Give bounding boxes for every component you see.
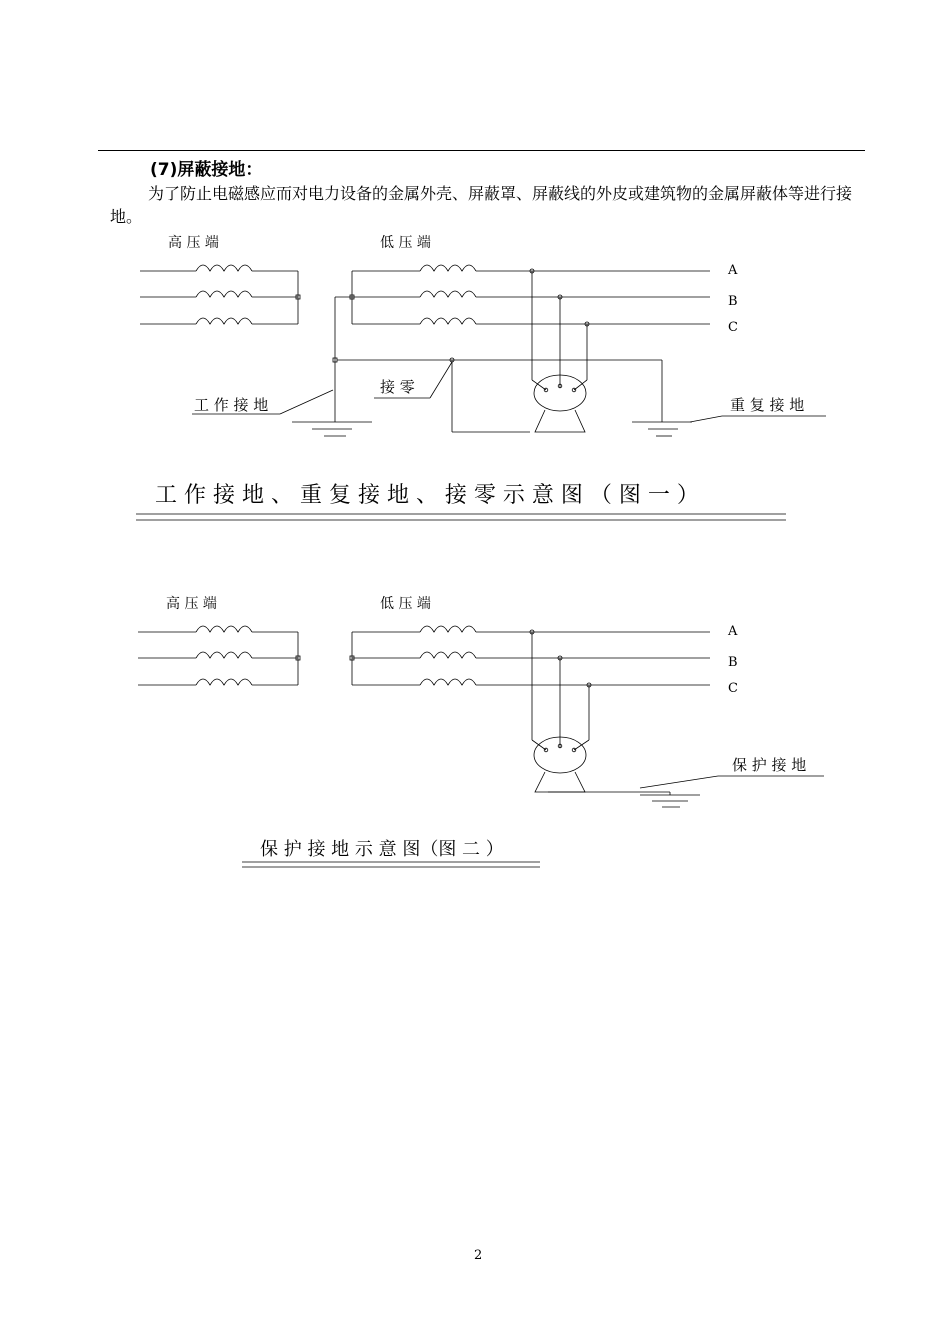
fig2-caption: 保 护 接 地 示 意 图（图 二 ） <box>260 839 504 860</box>
fig2-phase-c: C <box>728 681 738 696</box>
fig1-phase-c: C <box>728 320 738 335</box>
fig1-high-voltage-label: 高 压 端 <box>168 235 219 251</box>
fig1-caption: 工 作 接 地 、 重 复 接 地 、 接 零 示 意 图 （ 图 一 ） <box>155 483 699 508</box>
paragraph-text: 为了防止电磁感应而对电力设备的金属外壳、屏蔽罩、屏蔽线的外皮或建筑物的金属屏蔽体等进行接地。 <box>110 184 853 226</box>
fig2-protective-ground-label: 保 护 接 地 <box>732 756 807 774</box>
fig1-phase-b: B <box>728 294 738 309</box>
section-title: (7)屏蔽接地： <box>150 160 263 180</box>
fig2-ground-symbol <box>640 795 700 807</box>
fig2-phase-b: B <box>728 655 738 670</box>
section-paragraph <box>110 182 870 228</box>
fig1-low-voltage-label: 低 压 端 <box>380 235 431 251</box>
fig2-low-voltage-winding <box>350 626 710 685</box>
fig2-high-voltage-label: 高 压 端 <box>166 596 217 612</box>
figure-2-diagram <box>0 585 950 875</box>
fig2-motor <box>530 630 591 792</box>
fig1-repeat-ground-symbol <box>632 422 692 436</box>
fig2-protective-ground-wire <box>548 792 670 795</box>
fig2-phase-a: A <box>728 624 738 639</box>
fig1-repeat-ground-label: 重 复 接 地 <box>730 396 805 414</box>
page-number: 2 <box>474 1248 483 1263</box>
fig2-low-voltage-label: 低 压 端 <box>380 596 431 612</box>
fig1-working-ground-label: 工 作 接 地 <box>194 396 269 414</box>
fig1-neutral-label: 接 零 <box>380 378 415 396</box>
header-rule <box>98 150 865 151</box>
fig1-low-voltage-winding <box>350 265 710 324</box>
fig2-leader-lines <box>640 776 824 788</box>
fig2-high-voltage-winding <box>138 626 300 685</box>
figure-1-diagram <box>0 225 950 535</box>
fig1-phase-a: A <box>728 263 738 278</box>
fig1-neutral-line <box>333 297 662 432</box>
fig1-motor <box>530 269 589 432</box>
fig1-high-voltage-winding <box>140 265 300 324</box>
fig1-working-ground-symbol <box>292 422 372 436</box>
